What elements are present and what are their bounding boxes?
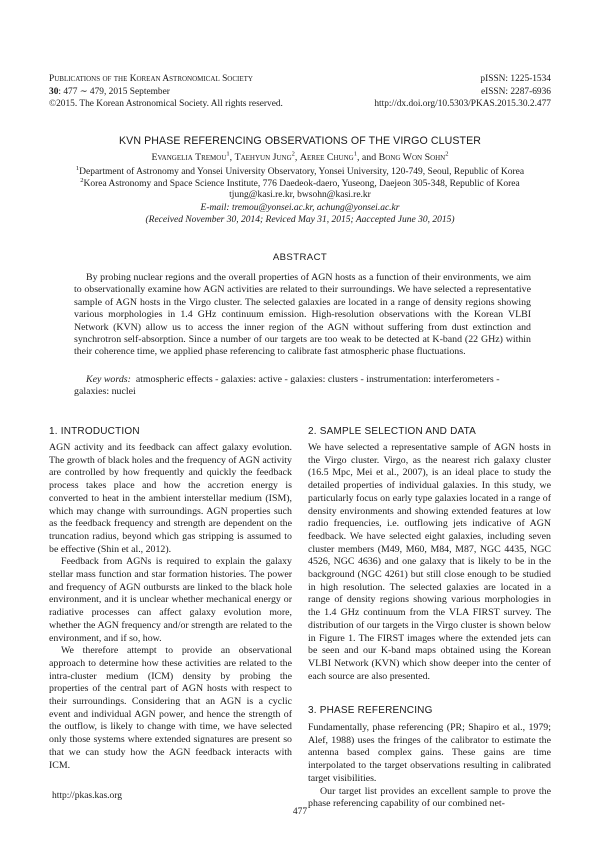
keywords-list: atmospheric effects - galaxies: active - galaxies: clusters - instrumentation: interferometers - galaxies: nuclei	[74, 374, 500, 398]
intro-paragraph-3: We therefore attempt to provide an observational approach to determine how these activities are related to the intra-cluster medium (ICM) density by probing the properties of the central part of AGN hosts with respect to their surroundings. Considering that an AGN is a cyclic event and individual AGN power, and hence the strength of the outflow, is likely to change with time, we have selected only those systems where extended signatures are present so that we can study how the AGN feedback interacts with ICM.	[49, 645, 292, 771]
author-name: Aeree Chung	[299, 152, 354, 163]
doi-link[interactable]: http://dx.doi.org/10.5303/PKAS.2015.30.2.477	[374, 99, 551, 110]
pissn: pISSN: 1225-1534	[480, 74, 551, 84]
section-heading-sample-selection: 2. SAMPLE SELECTION AND DATA	[308, 426, 477, 437]
copyright: ©2015. The Korean Astronomical Society. All rights reserved.	[49, 99, 283, 110]
paper-title: KVN PHASE REFERENCING OBSERVATIONS OF THE VIRGO CLUSTER	[118, 135, 482, 147]
author-name: Evangelia Tremou	[151, 152, 227, 163]
volume-number: 30	[49, 86, 59, 97]
right-column-top	[308, 442, 551, 683]
section-heading-introduction: 1. INTRODUCTION	[49, 426, 140, 437]
page-number: 477	[292, 807, 308, 817]
contact-email: E-mail: tremou@yonsei.ac.kr, achung@yonsei.ac.kr	[200, 203, 400, 213]
footer-url[interactable]: http://pkas.kas.org	[52, 791, 123, 801]
issn-block	[291, 73, 551, 111]
affiliation-2: $^2$Korea Astronomy and Space Science Institute, 776 Daedeok-daero, Yuseong, Daejeon 305-348, Republic of Korea	[80, 176, 520, 189]
keywords-label: Key words:	[86, 374, 131, 385]
pages-date: : 477 ∼ 479, 2015 September	[58, 86, 170, 97]
author-name: Taehyun Jung	[234, 152, 292, 163]
intro-paragraph-1: AGN activity and its feedback can affect galaxy evolution. The growth of black holes and the frequency of AGN activity are controlled by how frequently and quickly the feedback process takes place and how the accretion energy is converted to heat in the ambient interstellar medium (ISM), which may change with surroundings. AGN properties such as the feedback frequency and strength are dependent on the truncation radius, beyond which gas stripping is assumed to be effective (Shin et al., 2012).	[49, 442, 292, 555]
journal-name: Publications of the Korean Astronomical Society	[49, 74, 253, 84]
phase-paragraph-2: Our target list provides an excellent sample to prove the phase referencing capability of our combined net-	[308, 785, 551, 810]
eissn: eISSN: 2287-6936	[480, 86, 551, 97]
section-heading-phase-referencing: 3. PHASE REFERENCING	[308, 705, 433, 716]
keywords	[74, 374, 531, 399]
affiliation-1: $^1$Department of Astronomy and Yonsei University Observatory, Yonsei University, 120-749, Seoul, Republic of Korea	[75, 164, 525, 177]
author-list: Evangelia Tremou$^1$, Taehyun Jung$^2$, Aeree Chung$^1$, and Bong Won Sohn$^2$	[151, 150, 449, 163]
author-affiliation-mark: 2	[445, 150, 449, 158]
received-dates: (Received November 30, 2014; Reviced May 31, 2015; Aaccepted June 30, 2015)	[145, 215, 455, 225]
right-column-bottom	[308, 722, 551, 811]
author-affiliation-mark: 2	[291, 150, 295, 158]
sample-paragraph-1: We have selected a representative sample of AGN hosts in the Virgo cluster. Virgo, as the nearest rich galaxy cluster (16.5 Mpc, Mei et al., 2007), is an ideal place to study the detailed properties of individual galaxies. In this study, we particularly focus on early type galaxies located in a range of density environments and showing extended features at low radio frequencies, i.e. outflowing jets indicative of AGN feedback. We have selected eight galaxies, including seven cluster members (M49, M60, M84, M87, NGC 4435, NGC 4526, NGC 4636) and one galaxy that is likely to be in the background (NGC 4261) but still close enough to be studied in high resolution. The selected galaxies are located in a range of density regions showing various morphologies in the 1.4 GHz continuum from the VLA FIRST survey. The distribution of our targets in the Virgo cluster is shown below in Figure 1. The FIRST images where the extended jets can be seen and our K-band maps obtained using the Korean VLBI Network (KVN) which show deeper into the center of each source are also presented.	[308, 442, 551, 682]
affiliation-emails: tjung@kasi.re.kr, bwsohn@kasi.re.kr	[229, 190, 371, 201]
author-affiliation-mark: 1	[353, 150, 357, 158]
phase-paragraph-1: Fundamentally, phase referencing (PR; Shapiro et al., 1979; Alef, 1988) uses the fringes of the calibrator to estimate the antenna based complex gains. These gains are time interpolated to the target observations resulting in calibrated target visibilities.	[308, 722, 551, 784]
intro-paragraph-2: Feedback from AGNs is required to explain the galaxy stellar mass function and star formation histories. The power and frequency of AGN outbursts are linked to the black hole environment, and it is unclear whether mechanical energy or radiative processes can affect galaxy evolution more, whether the AGN frequency and/or strength are related to the environment, and if so, how.	[49, 556, 292, 644]
abstract-text: By probing nuclear regions and the overall properties of AGN hosts as a function of their environments, we aim to observationally examine how AGN activities are related to their surroundings. We have selected a representative sample of AGN hosts in the Virgo cluster. The selected galaxies are located in a range of density regions showing various morphologies in 1.4 GHz continuum emission. High-resolution observations with the Korean VLBI Network (KVN) allow us to access the inner region of the AGN without suffering from dust extinction and synchrotron self-absorption. Since a number of our targets are too weak to be detected at K-band (22 GHz) within their coherence time, we applied phase referencing to calibrate fast atmospheric phase fluctuations.	[74, 272, 531, 358]
author-affiliation-mark: 1	[226, 150, 230, 158]
left-column	[49, 442, 292, 772]
affiliations	[49, 164, 551, 202]
abstract-heading: ABSTRACT	[272, 252, 328, 263]
author-name: Bong Won Sohn	[378, 152, 446, 163]
